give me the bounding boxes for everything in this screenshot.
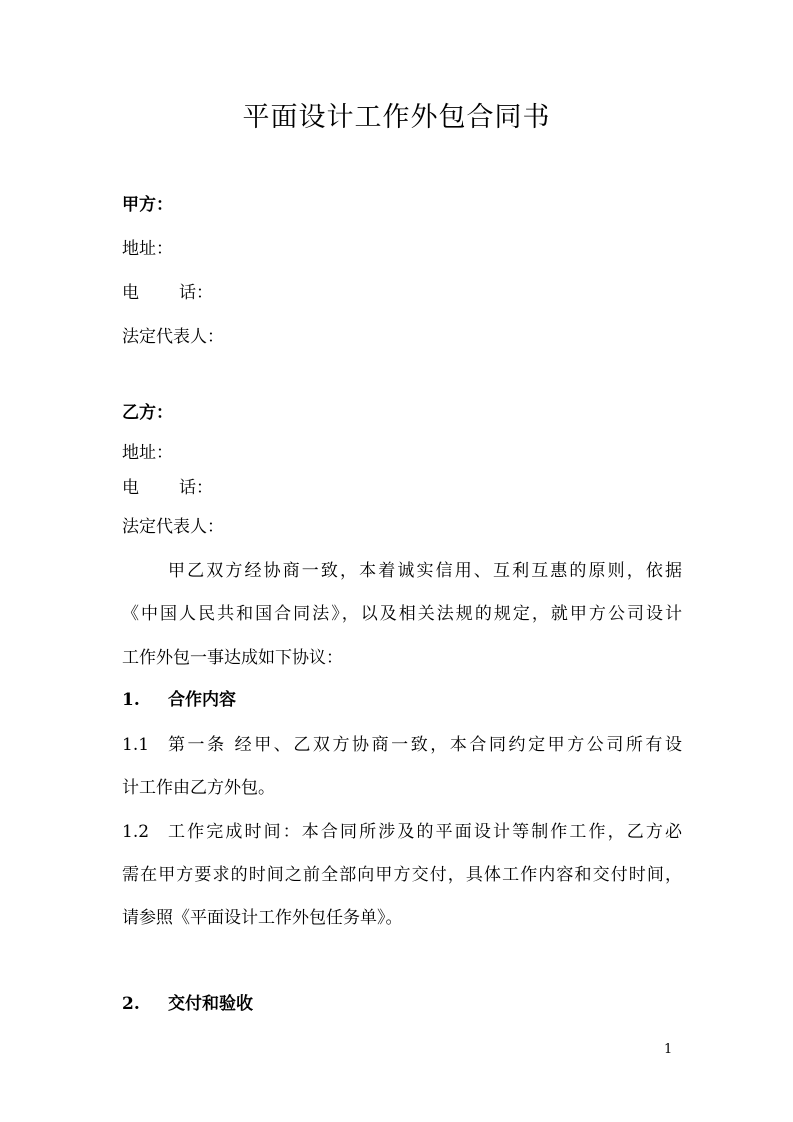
party-b-phone-label [122, 476, 213, 500]
party-a-phone-label-right: 话： [179, 283, 213, 303]
section-1-title: 合作内容 [168, 690, 236, 710]
clause-1-1-number: 1.1 [122, 735, 150, 755]
document-title: 平面设计工作外包合同书 [242, 102, 551, 133]
party-b-phone-label-right: 话： [179, 478, 213, 498]
party-a-rep-label: 法定代表人： [122, 327, 224, 347]
party-b-rep-label: 法定代表人： [122, 517, 224, 537]
clause-1-2-number: 1.2 [122, 822, 150, 842]
party-a-address-label: 地址： [122, 239, 173, 259]
party-b-phone-label-left: 电 [122, 478, 139, 498]
clause-1-1-line-2: 计工作由乙方外包。 [122, 778, 275, 798]
clause-1-1-text-1: 第一条 经甲、乙双方协商一致，本合同约定甲方公司所有设 [168, 735, 682, 755]
section-1-number: 1. [122, 690, 140, 710]
clause-1-1-line-1 [122, 733, 682, 757]
party-a-phone-label-left: 电 [122, 283, 139, 303]
page-number: 1 [664, 1042, 673, 1057]
party-b-label: 乙方： [122, 403, 173, 423]
section-2-title: 交付和验收 [168, 994, 253, 1014]
clause-1-2-line-1 [122, 820, 682, 844]
intro-line-3: 工作外包一事达成如下协议： [122, 648, 343, 668]
intro-line-1: 甲乙双方经协商一致，本着诚实信用、互利互惠的原则，依据 [168, 561, 682, 581]
party-a-phone-label [122, 281, 213, 305]
clause-1-2-line-2: 需在甲方要求的时间之前全部向甲方交付，具体工作内容和交付时间， [122, 865, 682, 885]
party-a-label: 甲方： [122, 195, 173, 215]
clause-1-2-text-1: 工作完成时间：本合同所涉及的平面设计等制作工作，乙方必 [168, 822, 682, 842]
section-1-heading [122, 688, 236, 712]
party-b-address-label: 地址： [122, 443, 173, 463]
section-2-number: 2. [122, 994, 140, 1014]
clause-1-2-line-3: 请参照《平面设计工作外包任务单》。 [122, 908, 403, 928]
intro-line-2: 《中国人民共和国合同法》，以及相关法规的规定，就甲方公司设计 [122, 604, 682, 624]
section-2-heading [122, 992, 253, 1016]
